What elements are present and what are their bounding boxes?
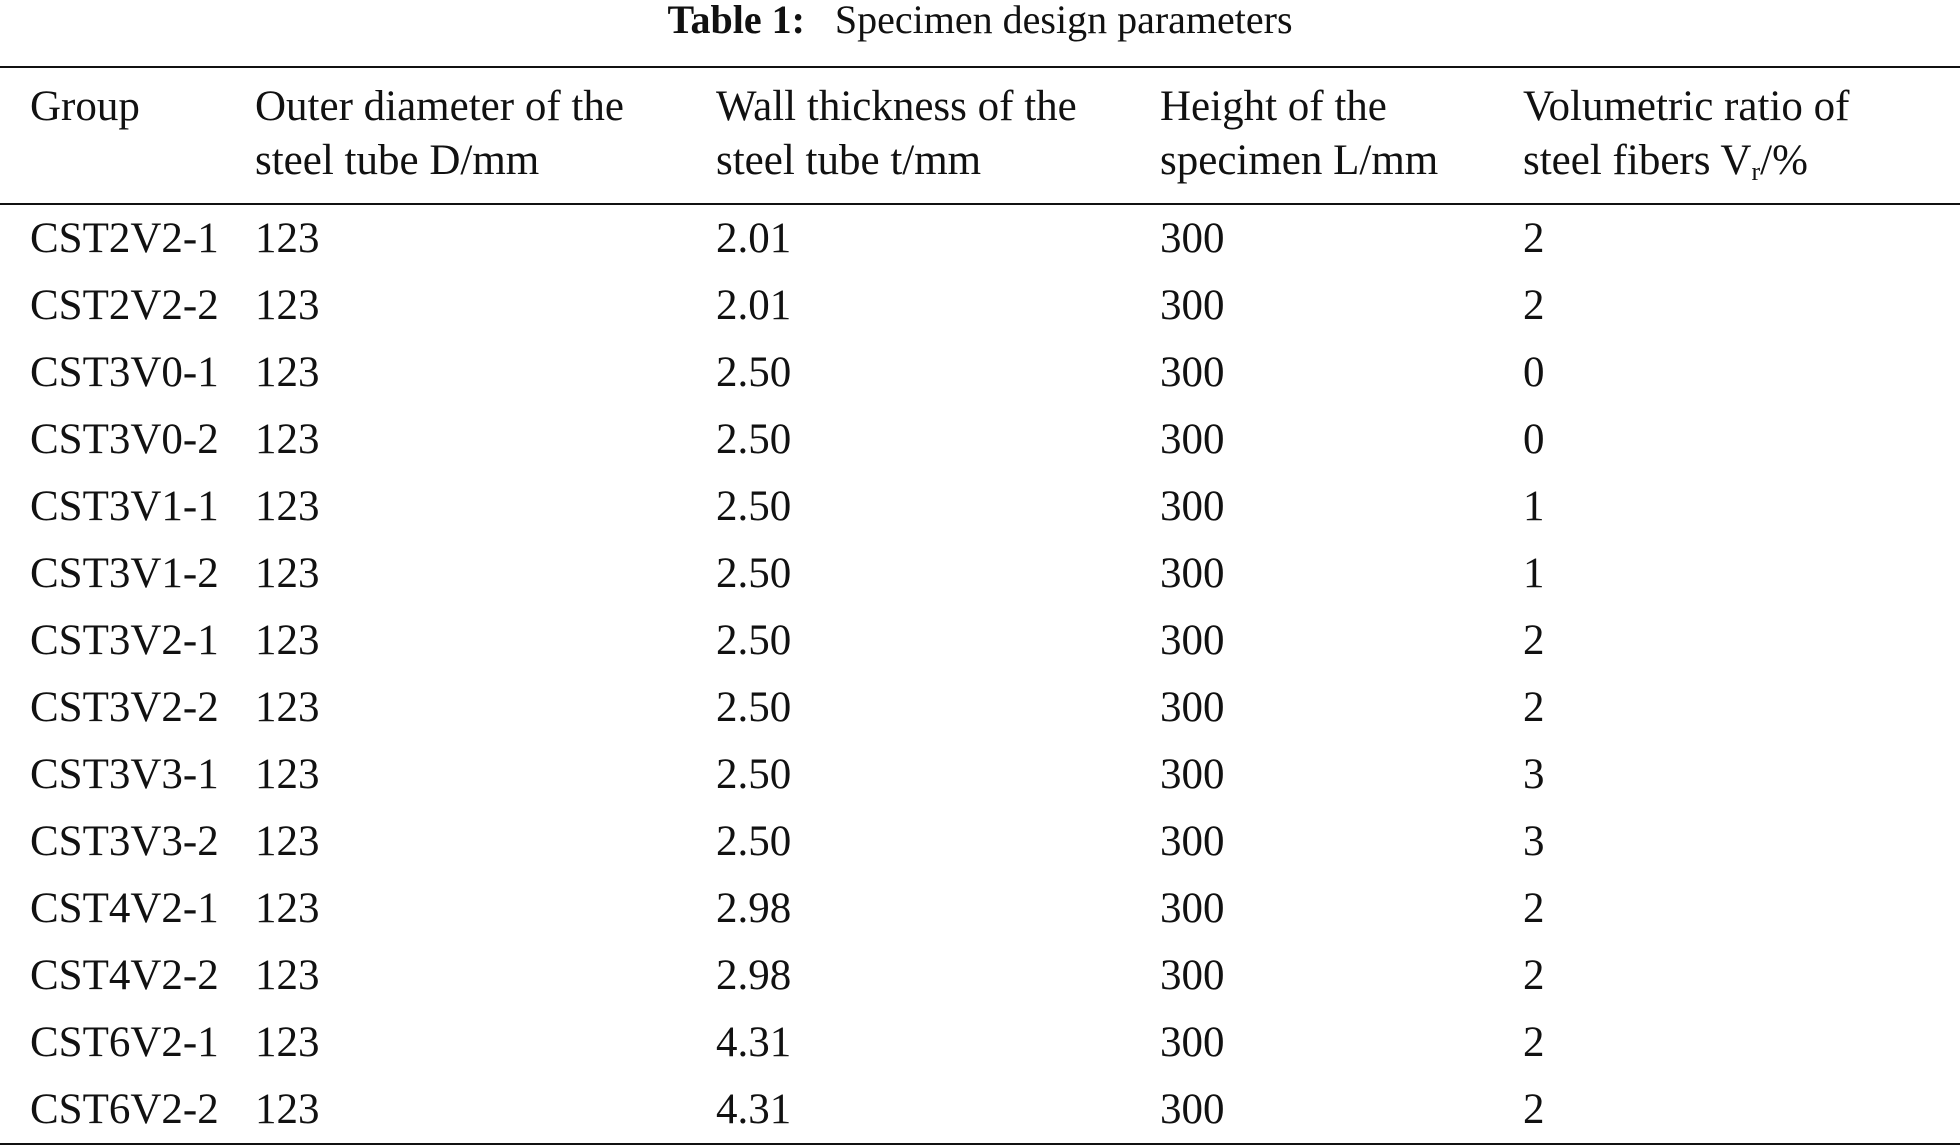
cell-height: 300 [1160, 349, 1225, 396]
cell-height: 300 [1160, 952, 1225, 999]
cell-height: 300 [1160, 416, 1225, 463]
cell-height: 300 [1160, 282, 1225, 329]
cell-outer-diameter: 123 [255, 483, 320, 530]
cell-wall-thickness: 2.50 [716, 751, 792, 798]
cell-volumetric-ratio: 1 [1523, 483, 1545, 530]
cell-volumetric-ratio: 0 [1523, 349, 1545, 396]
table-row [0, 540, 1960, 607]
cell-outer-diameter: 123 [255, 952, 320, 999]
cell-wall-thickness: 2.50 [716, 349, 792, 396]
cell-outer-diameter: 123 [255, 349, 320, 396]
table-row [0, 674, 1960, 741]
header-height-line2: specimen L/mm [1160, 137, 1439, 184]
header-group [0, 67, 255, 204]
cell-outer-diameter: 123 [255, 550, 320, 597]
specimen-table [0, 66, 1960, 1145]
table-row [0, 875, 1960, 942]
table-header [0, 67, 1960, 204]
cell-outer-diameter: 123 [255, 617, 320, 664]
cell-height: 300 [1160, 483, 1225, 530]
cell-outer-diameter: 123 [255, 282, 320, 329]
cell-height: 300 [1160, 1019, 1225, 1066]
cell-wall-thickness: 4.31 [716, 1019, 792, 1066]
header-wall-thickness [716, 67, 1160, 204]
cell-outer-diameter: 123 [255, 751, 320, 798]
cell-volumetric-ratio: 2 [1523, 1019, 1545, 1066]
cell-height: 300 [1160, 885, 1225, 932]
header-volumetric-ratio [1523, 67, 1960, 204]
cell-group: CST3V3-1 [30, 751, 219, 798]
cell-wall-thickness: 2.50 [716, 818, 792, 865]
cell-volumetric-ratio: 2 [1523, 885, 1545, 932]
cell-wall-thickness: 2.01 [716, 282, 792, 329]
cell-group: CST3V0-1 [30, 349, 219, 396]
cell-wall-thickness: 2.98 [716, 885, 792, 932]
cell-wall-thickness: 2.01 [716, 215, 792, 262]
cell-height: 300 [1160, 617, 1225, 664]
cell-group: CST3V2-2 [30, 684, 219, 731]
cell-group: CST3V0-2 [30, 416, 219, 463]
cell-height: 300 [1160, 818, 1225, 865]
table-row [0, 942, 1960, 1009]
cell-group: CST3V1-1 [30, 483, 219, 530]
cell-outer-diameter: 123 [255, 818, 320, 865]
cell-outer-diameter: 123 [255, 1086, 320, 1133]
header-volumetric-ratio-subscript: r [1751, 157, 1761, 186]
table-caption [0, 0, 1960, 40]
cell-group: CST2V2-1 [30, 215, 219, 262]
cell-outer-diameter: 123 [255, 215, 320, 262]
cell-volumetric-ratio: 2 [1523, 282, 1545, 329]
table-row [0, 204, 1960, 272]
cell-outer-diameter: 123 [255, 885, 320, 932]
table-row [0, 808, 1960, 875]
cell-volumetric-ratio: 1 [1523, 550, 1545, 597]
cell-wall-thickness: 2.50 [716, 550, 792, 597]
header-outer-diameter [255, 67, 716, 204]
cell-height: 300 [1160, 751, 1225, 798]
cell-volumetric-ratio: 3 [1523, 751, 1545, 798]
cell-volumetric-ratio: 2 [1523, 215, 1545, 262]
table-body [0, 204, 1960, 1144]
table-row [0, 741, 1960, 808]
cell-volumetric-ratio: 2 [1523, 1086, 1545, 1133]
header-wall-thickness-line1: Wall thickness of the [716, 83, 1077, 130]
cell-volumetric-ratio: 0 [1523, 416, 1545, 463]
header-height-line1: Height of the [1160, 83, 1387, 130]
table-row [0, 406, 1960, 473]
header-row [0, 67, 1960, 204]
cell-wall-thickness: 2.50 [716, 617, 792, 664]
cell-group: CST2V2-2 [30, 282, 219, 329]
cell-group: CST4V2-2 [30, 952, 219, 999]
cell-group: CST6V2-1 [30, 1019, 219, 1066]
cell-outer-diameter: 123 [255, 1019, 320, 1066]
cell-outer-diameter: 123 [255, 684, 320, 731]
header-volumetric-ratio-suffix: /% [1760, 137, 1808, 184]
cell-wall-thickness: 2.98 [716, 952, 792, 999]
cell-wall-thickness: 2.50 [716, 483, 792, 530]
cell-volumetric-ratio: 2 [1523, 952, 1545, 999]
cell-height: 300 [1160, 550, 1225, 597]
table-row [0, 607, 1960, 674]
cell-outer-diameter: 123 [255, 416, 320, 463]
header-height [1160, 67, 1523, 204]
header-volumetric-ratio-prefix: steel fibers V [1523, 137, 1752, 184]
cell-height: 300 [1160, 1086, 1225, 1133]
header-group-label: Group [30, 83, 140, 130]
table-row [0, 1076, 1960, 1144]
cell-volumetric-ratio: 2 [1523, 684, 1545, 731]
table-row [0, 339, 1960, 406]
cell-group: CST4V2-1 [30, 885, 219, 932]
cell-wall-thickness: 2.50 [716, 684, 792, 731]
table-caption-label: Table 1: [667, 0, 805, 42]
cell-wall-thickness: 2.50 [716, 416, 792, 463]
table-caption-text: Specimen design parameters [834, 0, 1293, 42]
header-wall-thickness-line2: steel tube t/mm [716, 137, 982, 184]
cell-volumetric-ratio: 3 [1523, 818, 1545, 865]
cell-wall-thickness: 4.31 [716, 1086, 792, 1133]
cell-volumetric-ratio: 2 [1523, 617, 1545, 664]
cell-group: CST3V3-2 [30, 818, 219, 865]
table-row [0, 272, 1960, 339]
cell-height: 300 [1160, 215, 1225, 262]
cell-height: 300 [1160, 684, 1225, 731]
header-volumetric-ratio-line2 [1523, 134, 1960, 199]
table-row [0, 473, 1960, 540]
header-outer-diameter-line2: steel tube D/mm [255, 137, 540, 184]
header-volumetric-ratio-line1: Volumetric ratio of [1523, 83, 1850, 130]
cell-group: CST3V2-1 [30, 617, 219, 664]
header-outer-diameter-line1: Outer diameter of the [255, 83, 624, 130]
cell-group: CST6V2-2 [30, 1086, 219, 1133]
cell-group: CST3V1-2 [30, 550, 219, 597]
table-row [0, 1009, 1960, 1076]
